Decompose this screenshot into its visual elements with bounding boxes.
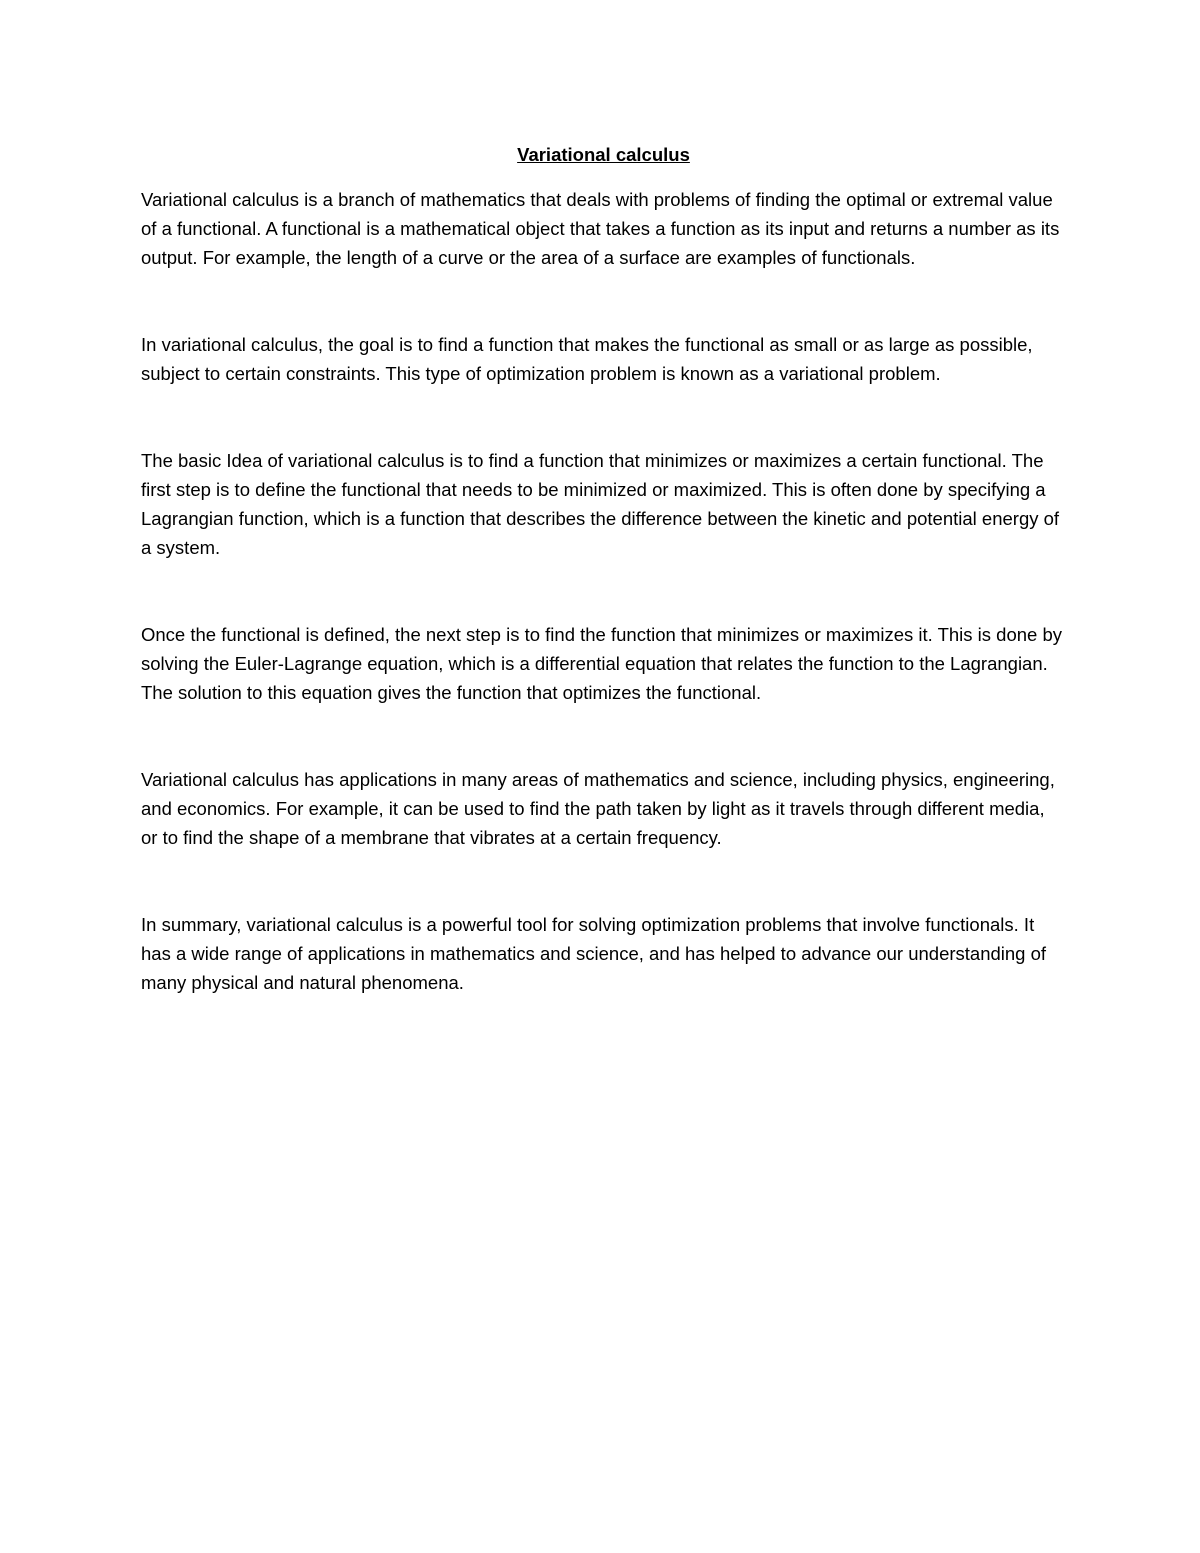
document-title: Variational calculus	[517, 144, 690, 165]
paragraph-5: Variational calculus has applications in many areas of mathematics and science, including physics, engineering, and economics. For example, it can be used to find the path taken by light as it travels through different media, or to find the shape of a membrane that vibrates at a certain frequency.	[141, 769, 1055, 848]
document-body	[141, 140, 1066, 1055]
paragraph-1: Variational calculus is a branch of mathematics that deals with problems of finding the optimal or extremal value of a functional. A functional is a mathematical object that takes a function as its input and returns a number as its output. For example, the length of a curve or the area of a surface are examples of functionals.	[141, 189, 1060, 268]
paragraph-3: The basic Idea of variational calculus is to find a function that minimizes or maximizes a certain functional. The first step is to define the functional that needs to be minimized or maximized. This is often done by specifying a Lagrangian function, which is a function that describes the difference between the kinetic and potential energy of a system.	[141, 450, 1060, 558]
paragraph-2: In variational calculus, the goal is to find a function that makes the functional as small or as large as possible, subject to certain constraints. This type of optimization problem is known as a variational problem.	[141, 334, 1033, 384]
paragraph-6: In summary, variational calculus is a powerful tool for solving optimization problems that involve functionals. It has a wide range of applications in mathematics and science, and has helped to advance our understanding of many physical and natural phenomena.	[141, 914, 1047, 993]
paragraph-4: Once the functional is defined, the next step is to find the function that minimizes or maximizes it. This is done by solving the Euler-Lagrange equation, which is a differential equation that relates the function to the Lagrangian. The solution to this equation gives the function that optimizes the functional.	[141, 624, 1063, 703]
